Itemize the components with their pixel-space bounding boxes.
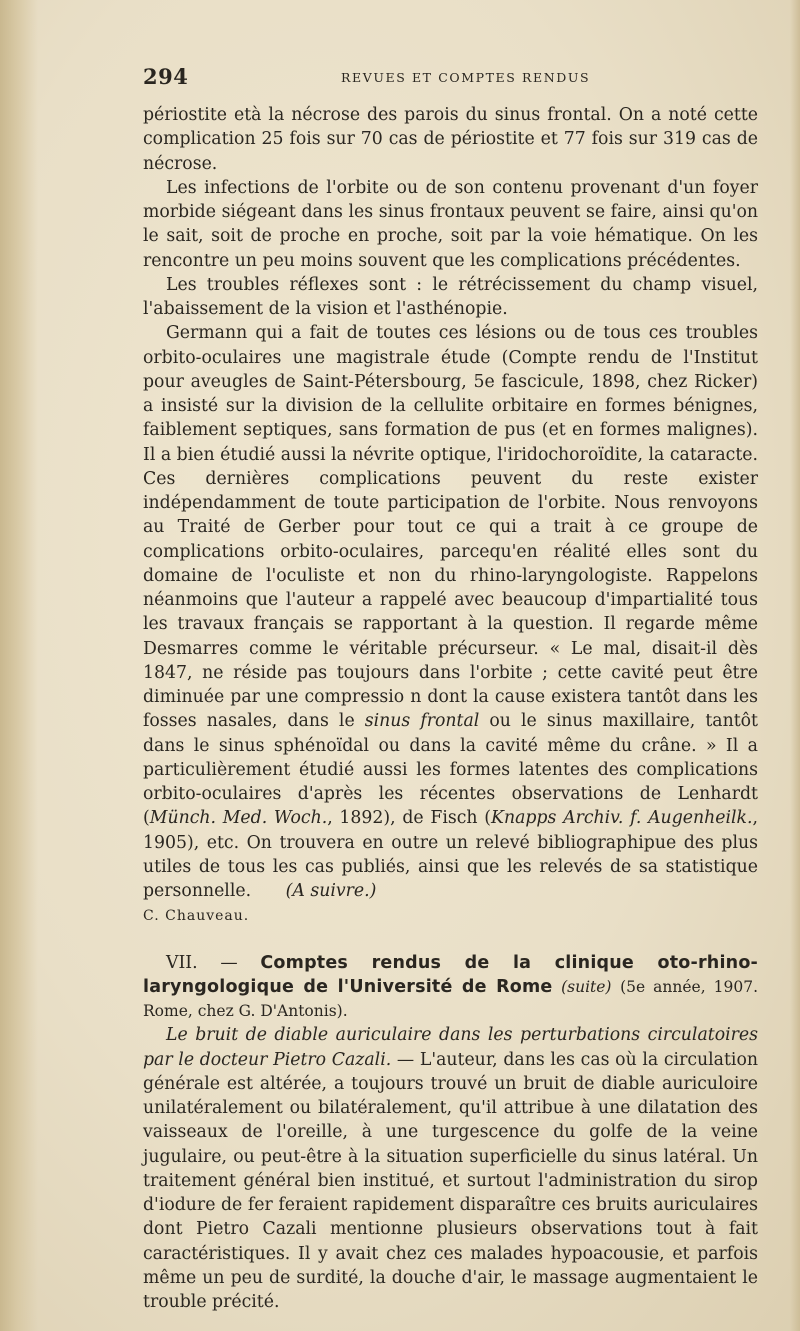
page-edge-right — [790, 0, 800, 1331]
paragraph-4-cont-1: ou le sinus maxillaire, tantôt dans le sinus sphénoïdal ou dans la cavité même du crâne. » Il a particulièrement étudié aussi les formes latentes des complications orbito-oculaires d'après les récentes observations de Lenhardt ( — [143, 711, 758, 829]
article-title: Le bruit de diable auriculaire dans les perturbations circulatoires par le docteur Pietro Cazali. — [143, 1025, 758, 1070]
section-heading — [143, 951, 758, 1024]
paragraph-4-text: Germann qui a fait de toutes ces lésions ou de tous ces troubles orbito-oculaires une magistrale étude (Compte rendu de l'Institut pour aveugles de Saint-Pétersbourg, 5e fascicule, 1898, chez Ricker) a insisté sur la division de la cellulite orbitaire en formes bénignes, faiblement septiques, sans formation de pus (et en formes malignes). Il a bien étudié aussi la névrite optique, l'iridochoroïdite, la cataracte. Ces dernières complications peuvent du reste exister indépendamment de toute participation de l'orbite. Nous renvoyons au Traité de Gerber pour tout ce qui a trait à ce groupe de complications orbito-oculaires, parcequ'en réalité elles sont du domaine de l'oculiste et non du rhino-laryngologiste. Rappelons néanmoins que l'auteur a rappelé avec beaucoup d'impartialité tous les travaux français se rapportant à la question. Il regarde même Desmarres comme le véritable précurseur. « Le mal, disait-il dès 1847, ne réside pas toujours dans l'orbite ; cette cavité peut être diminuée par une compressio n dont la cause existera tantôt dans les fosses nasales, dans le — [143, 323, 758, 732]
italic-citation-munch: Münch. Med. Woch. — [149, 808, 328, 829]
italic-citation-knapps: Knapps Archiv. f. Augenheilk. — [491, 808, 753, 829]
page-edge-left — [0, 0, 38, 1331]
author-signature — [143, 903, 758, 928]
running-head: REVUES ET COMPTES RENDUS — [341, 70, 591, 85]
section-title: Comptes rendus de la clinique oto-rhino-laryngologique de l'Université de Rome — [143, 952, 759, 997]
paragraph-4 — [143, 321, 758, 903]
page-number: 294 — [143, 64, 189, 89]
section-number: VII. — — [166, 952, 238, 973]
section-suite: (suite) — [561, 977, 612, 996]
article-paragraph — [143, 1023, 758, 1314]
page-body — [143, 103, 758, 1314]
page-header — [143, 64, 756, 88]
article-text: — L'auteur, dans les cas où la circulation générale est altérée, a toujours trouvé un bruit de diable auriculoire unilatéralement ou bilatéralement, qu'il attribue à une dilatation des vaisseaux de l'oreille, à une turgescence du golfe de la veine jugulaire, ou peut-être à la situation superficielle du sinus latéral. Un traitement général bien institué, et surtout l'administration du sirop d'iodure de fer feraient rapidement disparaître ces bruits auriculaires dont Pietro Cazali mentionne plusieurs observations tout à fait caractéristiques. Il y avait chez ces malades hypoacousie, et parfois même un peu de surdité, la douche d'air, le massage augmentaient le trouble précité. — [143, 1049, 758, 1312]
paragraph-3: Les troubles réflexes sont : le rétrécissement du champ visuel, l'abaissement de la vision et l'asthénopie. — [143, 274, 758, 319]
paragraph-4-cont-2: , 1892), de Fisch ( — [327, 808, 492, 829]
italic-sinus-frontal: sinus frontal — [364, 711, 480, 732]
paragraph-4-cont-3: , 1905), etc. On trouvera en outre un relevé bibliographipue des plus utiles de tous les cas publiés, ainsi que les relevés de sa statistique personnelle. — [143, 808, 758, 901]
to-follow-note: (A suivre.) — [285, 881, 377, 901]
paragraph-1: périostite età la nécrose des parois du sinus frontal. On a noté cette complication 25 fois sur 70 cas de périostite et 77 fois sur 319 cas de nécrose. — [143, 105, 758, 174]
signature-text: C. Chauveau. — [143, 908, 250, 925]
paragraph-2: Les infections de l'orbite ou de son contenu provenant d'un foyer morbide siégeant dans les sinus frontaux peuvent se faire, ainsi qu'on le sait, soit de proche en proche, soit par la voie hématique. On les rencontre un peu moins souvent que les complications précédentes. — [143, 177, 758, 271]
section-details: (5e année, 1907. Rome, chez G. D'Antonis). — [143, 977, 759, 1020]
